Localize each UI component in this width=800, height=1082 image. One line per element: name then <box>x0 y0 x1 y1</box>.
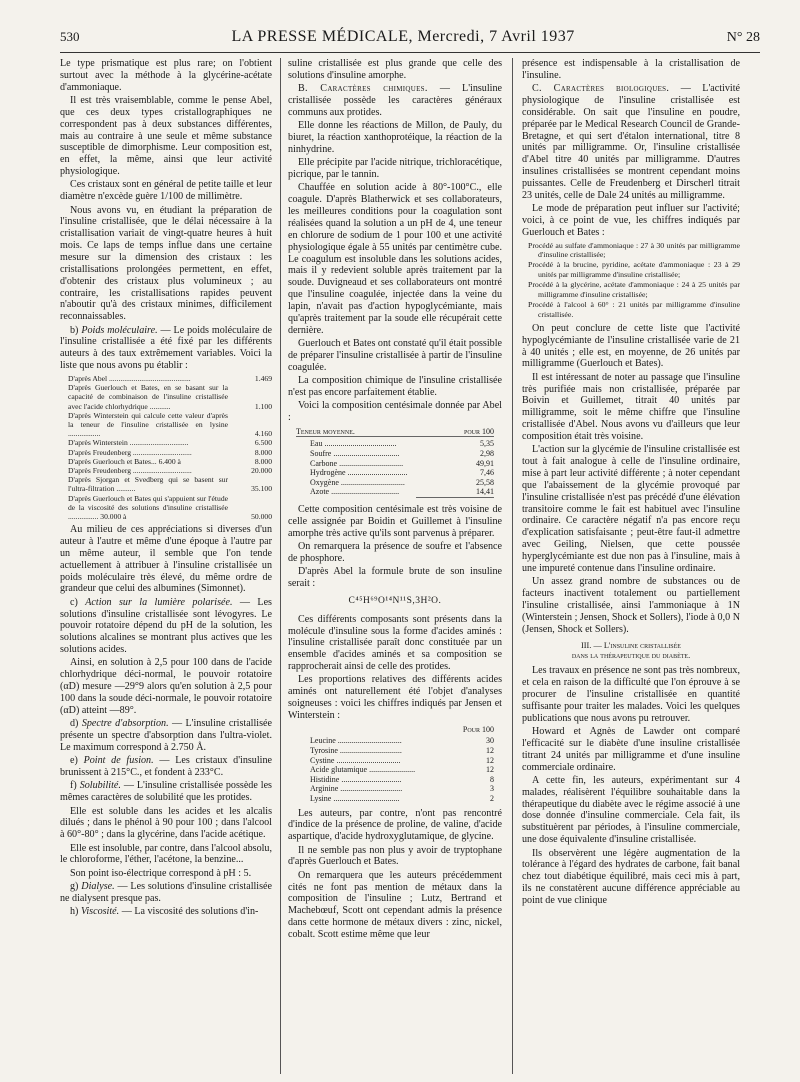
table-cell-name: Cystine ................................ <box>310 755 401 765</box>
list-item-label: D'après Guerlouch et Bates... 6.400 à <box>68 456 181 466</box>
table-cell-name: Arginine ............................... <box>310 784 403 794</box>
table-header-left: Teneur moyenne. <box>296 426 355 436</box>
item-letter: d) <box>70 718 79 730</box>
table-cell-name: Lysine ................................. <box>310 793 400 803</box>
table-cell-name: Tyrosine ............................... <box>310 746 402 755</box>
table-cell-name: Acide glutamique ....................... <box>310 765 416 775</box>
paragraph-absorption-spectrum <box>60 718 272 754</box>
paragraph: Le mode de préparation peut influer sur l'activité; voici, à ce point de vue, les chiffres indiqués par Guerlouch et Bates : <box>522 203 740 238</box>
section-title <box>522 641 740 661</box>
paragraph: Il est intéressant de noter au passage que l'insuline très purifiée mais non cristallisée, préparée par Boivin et Guillemet, titrait 40 unités par milligramme, soit le même chiffre que l'insuline cristallisée d'Abel. Nous avons vu d'ailleurs que leur composition était très voisine. <box>522 371 740 442</box>
subheading: Dialyse. <box>81 881 115 893</box>
table-sum-rule <box>416 497 494 500</box>
paragraph: Chauffée en solution acide à 80°-100°C., elle coagule. D'après Blatherwick et ses collaborateurs, les meilleures conditions pour la coagulation sont réalisées quand la solution a un pH de 4, une teneur en chlorure de sodium de 1 pour 100 et une activité physiologique égale à 55 unités par centimètre cube. Le coagulum est insoluble dans les solutions acides, mais il y redevient soluble après traitement par la soude. Duvigneaud et ses collaborateurs ont montré que l'insuline coagulée, injectée dans la veine du lapin, n'avait pas d'action hypoglycémiante, mais qu'après traitement par la soude elle récupérait cette dernière. <box>288 182 502 336</box>
item-letter: h) <box>70 906 79 918</box>
paragraph: Howard et Agnès de Lawder ont comparé l'efficacité sur le diabète d'une insuline cristallisée titrant 24 unités par milligramme et d'une insuline commerciale ordinaire. <box>522 726 740 773</box>
table-cell-name: Soufre ................................. <box>310 449 400 458</box>
paragraph: On peut conclure de cette liste que l'activité hypoglycémiante de l'insuline cristallisée varie de 21 à 40 unités ; elle est, en moyenne, de 26 unités par milligramme (Guerlouch et Bates). <box>522 322 740 370</box>
table-header <box>296 725 494 735</box>
paragraph: Un assez grand nombre de substances ou de facteurs inactivent totalement ou partiellement l'insuline cristallisée, ainsi l'ammoniaque à 1N (Winterstein ; Jensen, Shock et Sollers), l'iode à 0,0 N (Jensen, Shock et Sollers). <box>522 576 740 635</box>
paragraph: Voici la composition centésimale donnée par Abel : <box>288 400 502 423</box>
section-heading: B. Caractères chimiques. <box>298 83 428 95</box>
paragraph-dialysis <box>60 881 272 905</box>
page-header <box>60 28 760 50</box>
table-header-right: pour 100 <box>463 426 494 436</box>
paragraph-molecular-weight <box>60 325 272 372</box>
list-item <box>60 411 272 439</box>
item-letter: b) <box>70 324 79 336</box>
list-item <box>60 374 272 383</box>
paragraph: Guerlouch et Bates ont constaté qu'il était possible de préparer l'insuline cristallisée à partir de l'insuline coagulée. <box>288 337 502 373</box>
list-item-label: D'après Winterstein qui calcule cette valeur d'après la teneur de l'insuline cristallisée en lysine ................. <box>68 410 228 439</box>
paragraph: Elle donne les réactions de Millon, de Pauly, du biuret, la réaction xanthoprotéique, la réaction de la ninhydrine. <box>288 120 502 155</box>
paragraph-viscosity <box>60 906 272 918</box>
paragraph: Ils observèrent une légère augmentation de la tolérance à l'égard des hydrates de carbone, fait banal chez tout diabétique équilibré, mais ceci mis à part, ils ne constatèrent aucune différence appréciable au point de vue clinique <box>522 847 740 906</box>
paragraph: Elle précipite par l'acide nitrique, trichloracétique, picrique, par le tannin. <box>288 157 502 181</box>
section-title-line: III. — L'insuline cristallisée <box>581 641 681 651</box>
list-item-value: 8.000 <box>254 456 272 466</box>
paragraph: L'action sur la glycémie de l'insuline cristallisée est tout à fait analogue à celle de l'insuline ordinaire, mise à part leur activité différente ; à noter cependant que l'abaissement de la glycémie provoqué par l'insuline cristallisée n'est pas précédé d'une élévation transitoire comme le fait est habituel avec l'insuline ordinaire. Ce caractère négatif n'a pas encore reçu d'explication satisfaisante ; peut-être faut-il admettre avec Geiling, Nielsen, que cette poussée hyperglycémiante est due non pas à l'insuline, mais à une impureté contenue dans l'insuline ordinaire. <box>522 444 740 574</box>
column-divider-1 <box>280 58 281 1074</box>
list-item-label: D'après Guerlouch et Bates, en se basant sur la capacité de combinaison de l'insuline cristallisée avec l'acide chlorhydrique ........... <box>68 383 228 411</box>
list-item <box>60 438 272 447</box>
table-row <box>296 746 494 756</box>
paragraph: Nous avons vu, en étudiant la préparation de l'insuline cristallisée, que le délai nécessaire à la cristallisation variait de vingt-quatre heures à huit mois. Ce laps de temps influe dans une certaine mesure sur la dimension des cristaux : les cristallisations prolongées permettent, en effet, d'obtenir des cristaux plus volumineux ; au contraire, les cristallisations rapides peuvent n'aboutir qu'à des cristaux minimes, difficilement reconnaissables. <box>60 204 272 323</box>
table-cell-name: Azote .................................. <box>310 487 400 497</box>
list-item: Procédé à la glycérine, acétate d'ammoniaque : 24 à 25 unités par milligramme d'insuline cristallisée; <box>528 280 740 299</box>
paragraph: La composition chimique de l'insuline cristallisée n'est pas encore parfaitement établie. <box>288 374 502 398</box>
list-item-value: 1.469 <box>254 373 272 383</box>
paragraph-text: — La viscosité des solutions d'in- <box>119 906 259 918</box>
composition-table <box>296 427 494 500</box>
issue-date: Mercredi, 7 Avril 1937 <box>417 28 575 45</box>
paragraph-melting-point <box>60 755 272 779</box>
paragraph: Elle est soluble dans les acides et les alcalis dilués ; dans le phénol à 90 pour 100 ; dans l'alcool à 60°-80° ; dans la glycérine, dans l'acide acétique. <box>60 805 272 841</box>
item-letter: f) <box>70 780 77 792</box>
item-letter: c) <box>70 596 78 608</box>
table-row <box>296 784 494 794</box>
table-cell-value: 2 <box>490 793 494 803</box>
paragraph: Il ne semble pas non plus y avoir de tryptophane d'après Guerlouch et Bates. <box>288 844 502 868</box>
table-row <box>296 775 494 785</box>
subheading: Spectre d'absorption. <box>81 718 169 730</box>
paragraph: Il est très vraisemblable, comme le pense Abel, que ces deux types cristallographiques ne correspondent pas à deux substances différentes, mais au contraire à une seule et même substance susceptible de dimorphisme. Leur composition est, en effet, la même, ainsi que leur activité physiologique. <box>60 95 272 178</box>
header-rule <box>60 52 760 53</box>
paragraph-solubility <box>60 780 272 804</box>
paragraph: A cette fin, les auteurs, expérimentant sur 4 malades, réalisèrent l'équilibre souhaitable dans la thérapeutique du diabète avec le régime associé à une dose donnée d'insuline commerciale. Cela fait, ils substituèrent par périodes, à l'insuline commerciale, une dose équivalente d'insuline cristallisée. <box>522 774 740 846</box>
list-item-value: 6.500 <box>254 438 272 448</box>
table-row <box>296 468 494 478</box>
list-item: Procédé à la brucine, pyridine, acétate d'ammoniaque : 23 à 29 unités par milligramme d'insuline cristallisée; <box>528 260 740 279</box>
table-row <box>296 736 494 746</box>
table-cell-value: 30 <box>486 736 494 746</box>
preparation-list <box>528 241 740 319</box>
issue-number: N° 28 <box>726 30 760 45</box>
paragraph: Au milieu de ces appréciations si diverses d'un auteur à l'autre et même d'une époque à l'autre par un même auteur, il semble que l'on tende actuellement à attribuer à l'insuline cristallisée un poids moléculaire très élevé, du même ordre de grandeur que celui des albumines (Simonnet). <box>60 524 272 595</box>
column-divider-2 <box>512 58 513 1074</box>
list-item <box>60 475 272 493</box>
journal-name: LA PRESSE MÉDICALE, <box>231 28 413 45</box>
list-item: Procédé au sulfate d'ammoniaque : 27 à 30 unités par milligramme d'insuline cristallisée; <box>528 240 740 260</box>
table-cell-value: 14,41 <box>476 487 494 497</box>
column-2 <box>288 58 502 1074</box>
list-item-value: 35.100 <box>251 484 272 494</box>
chemical-formula: C⁴⁵H⁶⁹O¹⁴N¹¹S,3H²O. <box>348 595 442 606</box>
journal-title <box>231 28 574 46</box>
list-item-value: 8.000 <box>254 447 272 457</box>
subheading: Action sur la lumière polarisée. <box>85 596 233 608</box>
subheading: Point de fusion. <box>83 755 154 767</box>
list-item <box>60 494 272 522</box>
paragraph: présence est indispensable à la cristallisation de l'insuline. <box>522 58 740 81</box>
paragraph: Ces cristaux sont en général de petite taille et leur diamètre n'excède guère 1/100 de millimètre. <box>60 179 272 203</box>
paragraph: Son point iso-électrique correspond à pH : 5. <box>70 867 252 879</box>
table-cell-name: Oxygène ................................ <box>310 477 405 487</box>
page-number: 530 <box>60 29 80 44</box>
paragraph: Les proportions relatives des différents acides aminés ont naturellement été l'objet d'analyses soigneuses : voici les chiffres indiqués par Jensen et Winterstein : <box>288 674 502 721</box>
molecular-weight-list <box>60 374 272 521</box>
paragraph-text: — L'insuline cristallisée possède les mêmes caractères de solubilité que les protides. <box>60 780 272 804</box>
paragraph-text: — L'activité physiologique de l'insuline cristallisée est considérable. On sait que l'insuline en poudre, préparée par le Medical Research Council de Grande-Bretagne, et qui sert d'étalon international, titre 8 unités par milligramme. Or, l'insuline cristallisée d'Abel titre 40 unités par milligramme. D'autres insulines cristallisées se montrent cependant moins puissantes. Celle de Freudenberg et Dirscherl titrait 23 unités, celle de Dale 24 unités au milligramme. <box>522 83 740 201</box>
paragraph-chemical-characters <box>288 83 502 119</box>
column-1 <box>60 58 272 1074</box>
table-row <box>296 449 494 459</box>
table-cell-value: 49,91 <box>476 458 494 468</box>
paragraph: suline cristallisée est plus grande que celle des solutions d'insuline amorphe. <box>288 58 502 81</box>
table-cell-value: 2,98 <box>480 449 494 458</box>
table-row <box>296 459 494 469</box>
paragraph: Ces différents composants sont présents dans la molécule d'insuline sous la forme d'acides aminés : l'insuline cristallisée paraît donc constituée par un ensemble d'acides aminés et sa composition se rapprocherait ainsi de celle des protides. <box>288 613 502 673</box>
paragraph-text: — Les solutions d'insuline cristallisée ne dialysent presque pas. <box>60 881 272 904</box>
list-item <box>60 466 272 475</box>
paragraph: Elle est insoluble, par contre, dans l'alcool absolu, le chloroforme, l'éther, l'acétone, la benzine... <box>60 842 272 866</box>
paragraph-biological-characters <box>522 83 740 201</box>
paragraph-text: — Le poids moléculaire de l'insuline cristallisée a été fixé par les différents auteurs à des taux extrêmement variables. Voici la liste que nous avons pu établir : <box>60 324 272 372</box>
list-item <box>60 448 272 457</box>
table-row <box>296 794 494 804</box>
list-item-label: D'après Freudenberg ............................... <box>68 447 192 457</box>
table-cell-name: Hydrogène .............................. <box>310 468 408 478</box>
table-cell-value: 12 <box>486 746 494 755</box>
table-cell-value: 25,58 <box>476 477 494 487</box>
column-3 <box>522 58 740 1074</box>
table-cell-value: 8 <box>490 774 494 784</box>
paragraph: On remarquera la présence de soufre et l'absence de phosphore. <box>288 541 502 564</box>
table-row <box>296 765 494 775</box>
list-item-label: D'après Sjorgan et Svedberg qui se basent sur l'ultra-filtration .......... <box>68 475 228 494</box>
list-item-value: 50.000 <box>251 511 272 521</box>
table-cell-name: Carbone ................................ <box>310 458 404 468</box>
amino-acid-table <box>296 725 494 804</box>
table-row <box>296 478 494 488</box>
item-letter: g) <box>70 881 79 893</box>
paragraph: Les auteurs, par contre, n'ont pas rencontré d'indice de la présence de proline, de valine, d'acide aspartique, d'acide hydroxyglutamique, de glycine. <box>288 807 502 843</box>
item-letter: e) <box>70 755 78 767</box>
paragraph: Les travaux en présence ne sont pas très nombreux, et cela en raison de la difficulté que l'on éprouve à se procurer de l'insuline cristallisée en quantité suffisante pour traiter les malades. Voici les quelques publications que nous avons pu retrouver. <box>522 665 740 724</box>
paragraph: Ainsi, en solution à 2,5 pour 100 dans de l'acide chlorhydrique déci-normal, le pouvoir rotatoire (αD) mesure —29°9 alors qu'en solution à 2,5 pour 100 dans la soude déci-normale, le pouvoir rotatoire (αD) atteint —89°. <box>60 657 272 716</box>
paragraph: Cette composition centésimale est très voisine de celle assignée par Boidin et Guillemet à l'insuline amorphe très active qu'ils sont parvenus à préparer. <box>288 503 502 539</box>
paragraph-polarized-light <box>60 597 272 656</box>
list-item-label: D'après Abel ........................................... <box>68 373 191 383</box>
table-row <box>296 756 494 766</box>
table-cell-value: 7,46 <box>480 468 494 478</box>
paragraph: D'après Abel la formule brute de son insuline serait : <box>288 566 502 590</box>
table-row <box>296 487 494 497</box>
table-cell-name: Eau .................................... <box>310 439 397 449</box>
table-cell-value: 12 <box>486 755 494 765</box>
list-item-value: 4.160 <box>254 429 272 439</box>
table-header <box>296 427 494 438</box>
paragraph-text: — Les solutions d'insuline cristallisée sont lévogyres. Le pouvoir rotatoire dépend du pH de la solution, les solutions alcalines se montrant plus actives que les solutions acides. <box>60 596 272 656</box>
section-title-line: dans la thérapeutique du diabète. <box>571 651 691 661</box>
list-item-value: 1.100 <box>254 401 272 411</box>
subheading: Viscosité. <box>80 906 120 918</box>
table-cell-value: 12 <box>486 765 494 775</box>
list-item <box>60 383 272 411</box>
subheading: Poids moléculaire. <box>81 324 158 336</box>
paragraph-text: — L'insuline cristallisée présente un spectre d'absorption dans l'ultra-violet. Le maximum correspond à 2.750 Å. <box>60 718 272 753</box>
list-item-value: 20.000 <box>251 465 272 475</box>
paragraph: On remarquera que les auteurs précédemment cités ne font pas mention de métaux dans la composition de l'insuline ; Lutz, Bertrand et Machebœuf, Scott ont cependant admis la présence dans cette hormone de métaux divers : zinc, nickel, cobalt. Scott estime même que leur <box>288 869 502 940</box>
paragraph: Le type prismatique est plus rare; on l'obtient surtout avec la méthode à la glycérine-acétate d'ammoniaque. <box>60 58 272 93</box>
table-cell-value: 3 <box>490 784 494 794</box>
list-item <box>60 457 272 466</box>
table-cell-value: 5,35 <box>480 439 494 449</box>
table-row <box>296 439 494 449</box>
list-item-label: D'après Guerlouch et Bates qui s'appuient sur l'étude de la viscosité des solutions d'insuline cristallisée ................ 30.000 à <box>68 493 228 521</box>
list-item: Procédé à l'alcool à 60° : 21 unités par milligramme d'insuline cristallisée. <box>528 300 740 319</box>
table-cell-name: Histidine .............................. <box>310 774 402 784</box>
list-item-label: D'après Freudenberg ............................... <box>68 465 192 475</box>
paragraph-text: — L'insuline cristallisée possède les caractères généraux communs aux protides. <box>288 83 502 118</box>
list-item-label: D'après Winterstein ............................... <box>68 438 189 448</box>
section-heading: C. Caractères biologiques. <box>532 83 670 95</box>
paragraph-text: — Les cristaux d'insuline brunissent à 215°C., et fondent à 233°C. <box>60 755 272 779</box>
table-header-right: Pour 100 <box>462 724 494 734</box>
subheading: Solubilité. <box>79 780 121 792</box>
table-cell-name: Leucine ................................ <box>310 736 402 746</box>
